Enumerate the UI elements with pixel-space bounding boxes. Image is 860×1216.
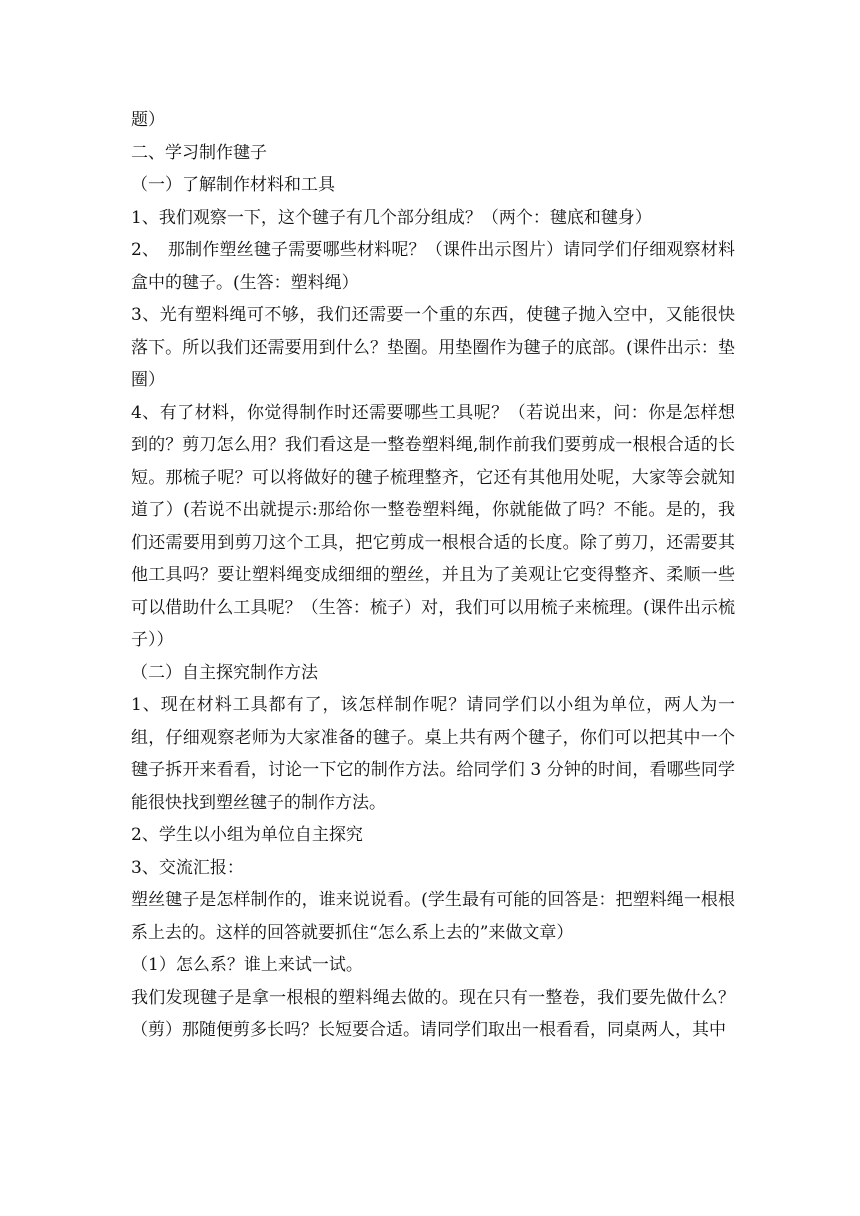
- paragraph: 塑丝毽子是怎样制作的，谁来说说看。(学生最有可能的回答是：把塑料绳一根根系上去的。这样的回答就要抓住“怎么系上去的”来做文章）: [131, 890, 735, 943]
- paragraph-continuation: 题）: [131, 110, 165, 130]
- paragraph: （1）怎么系？谁上来试一试。: [131, 955, 363, 975]
- section-heading-2: 二、学习制作毽子: [131, 142, 267, 163]
- document-body: [131, 104, 735, 1047]
- paragraph: 3、交流汇报：: [131, 857, 244, 878]
- paragraph: 2、 那制作塑丝毽子需要哪些材料呢？（课件出示图片）请同学们仔细观察材料盒中的毽子。(生答：塑料绳）: [131, 240, 735, 293]
- paragraph: 2、学生以小组为单位自主探究: [131, 825, 363, 845]
- paragraph: 我们发现毽子是拿一根根的塑料绳去做的。现在只有一整卷，我们要先做什么？（剪）那随便剪多长吗？长短要合适。请同学们取出一根看看，同桌两人，其中: [131, 987, 735, 1040]
- paragraph: 1、现在材料工具都有了，该怎样制作呢？请同学们以小组为单位，两人为一组，仔细观察老师为大家准备的毽子。桌上共有两个毽子，你们可以把其中一个毽子拆开来看看，讨论一下它的制作方法。给同学们 3 分钟的时间，看哪些同学能很快找到塑丝毽子的制作方法。: [131, 695, 735, 813]
- subsection-heading-2: （二）自主探究制作方法: [131, 662, 318, 683]
- paragraph: 1、我们观察一下，这个毽子有几个部分组成？（两个：毽底和毽身）: [131, 207, 652, 228]
- paragraph: 3、光有塑料绳可不够，我们还需要一个重的东西，使毽子抛入空中，又能很快落下。所以我们还需要用到什么？垫圈。用垫圈作为毽子的底部。(课件出示：垫圈）: [131, 305, 735, 390]
- paragraph: 4、有了材料，你觉得制作时还需要哪些工具呢？（若说出来，问：你是怎样想到的？剪刀怎么用？我们看这是一整卷塑料绳,制作前我们要剪成一根根合适的长短。那梳子呢？可以将做好的毽子梳理整齐，它还有其他用处呢，大家等会就知道了）(若说不出就提示:那给你一整卷塑料绳，你就能做了吗？不能。是的，我们还需要用到剪刀这个工具，把它剪成一根根合适的长度。除了剪刀，还需要其他工具吗？要让塑料绳变成细细的塑丝，并且为了美观让它变得整齐、柔顺一些可以借助什么工具呢？（生答：梳子）对，我们可以用梳子来梳理。(课件出示梳子））: [131, 402, 735, 650]
- subsection-heading-1: （一）了解制作材料和工具: [131, 175, 335, 195]
